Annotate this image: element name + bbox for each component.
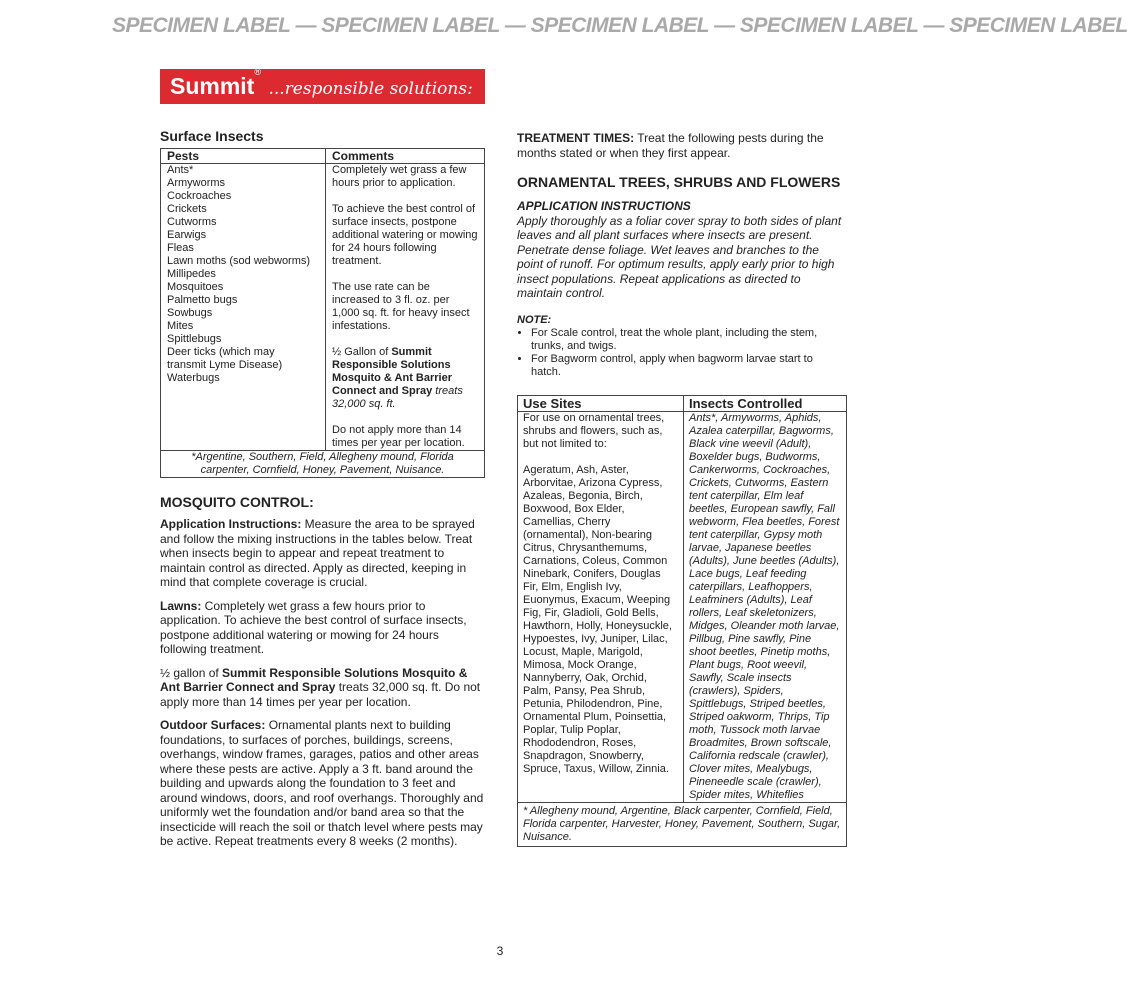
comment-text: To achieve the best control of surface insects, postpone additional watering or mowing for 24 hours following treatment.: [332, 203, 478, 267]
mosquito-application-paragraph: Application Instructions: Measure the area to be sprayed and follow the mixing instructions in the tables below. Treat when insects begin to appear and repeat treatment to maintain control as directed. Apply as directed, keeping in mind that complete coverage is crucial.: [160, 517, 475, 589]
pest-item: Mosquitoes: [167, 281, 224, 293]
comment-product-coverage: ½ Gallon of Summit Responsible Solutions Mosquito & Ant Barrier Connect and Spray treats 32,000 sq. ft.: [332, 346, 463, 410]
surface-insects-heading: Surface Insects: [160, 128, 264, 144]
insects-controlled-cell: Ants*, Armyworms, Aphids, Azalea caterpillar, Bagworms, Black vine weevil (Adult), Boxelder bugs, Budworms, Cankerworms, Cockroaches, Crickets, Cutworms, Eastern tent caterpillar, Elm leaf beetles, European sawfly, Fall webworm, Flea beetles, Forest tent caterpillar, Gypsy moth larvae, Japanese beetles (Adults), June beetles (Adults), Lace bugs, Leaf feeding caterpillars, Leafhoppers, Leafminers (Adults), Leaf rollers, Leaf skeletonizers, Midges, Oleander moth larvae, Pillbug, Pine sawfly, Pine shoot beetles, Pinetip moths, Plant bugs, Root weevil, Sawfly, Scale insects (crawlers), Spiders, Spittlebugs, Striped beetles, Striped oakworm, Thrips, Tip moth, Tussock moth larvae Broadmites, Brown softscale, California redscale (crawler), Clover mites, Mealybugs, Pineneedle scale (crawler), Spider mites, Whiteflies: [684, 412, 847, 803]
use-sites-footnote: * Allegheny mound, Argentine, Black carpenter, Cornfield, Field, Florida carpenter, Harvester, Honey, Pavement, Southern, Sugar, Nuisance.: [518, 803, 847, 847]
logo-registered-mark: ®: [254, 67, 261, 77]
use-sites-cell: [518, 412, 684, 803]
note-item: • For Scale control, treat the whole plant, including the stem, trunks, and twigs.: [531, 327, 845, 353]
insects-controlled-column-header: Insects Controlled: [684, 396, 847, 412]
use-sites-column-header: Use Sites: [518, 396, 684, 412]
pest-item: Waterbugs: [167, 372, 220, 384]
mosquito-outdoor-paragraph: Outdoor Surfaces: Ornamental plants next to building foundations, to surfaces of porches, buildings, screens, overhangs, window frames, garages, patios and other areas where these pests are active. Apply a 3 ft. band around the building and upwards along the foundation to 3 feet and around windows, doors, and roof overhangs. Thoroughly and uniformly wet the foundation and/or band area so that the insecticide will reach the soil or thatch level where pests may be active. Repeat treatments every 8 weeks (2 months).: [160, 718, 484, 848]
comment-text: Do not apply more than 14 times per year per location.: [332, 424, 465, 449]
pest-item: Cockroaches: [167, 190, 232, 202]
treatment-times-paragraph: TREATMENT TIMES: Treat the following pests during the months stated or when they first appear.: [517, 131, 824, 160]
pests-column-header: Pests: [161, 149, 326, 164]
pest-item: Millipedes: [167, 268, 216, 280]
pest-item: Sowbugs: [167, 307, 213, 319]
pest-item: Spittlebugs: [167, 333, 222, 345]
comments-cell: [326, 164, 485, 451]
notes-list: [517, 327, 845, 379]
use-sites-list: Ageratum, Ash, Aster, Arborvitae, Arizona Cypress, Azaleas, Begonia, Birch, Boxwood, Box Elder, Camellias, Cherry (ornamental), Non-bearing Citrus, Chrysanthemums, Carnations, Coleus, Common Ninebark, Conifers, Douglas Fir, Elm, English Ivy, Euonymus, Exacum, Weeping Fig, Fir, Gladioli, Gold Bells, Hawthorn, Holly, Honeysuckle, Hypoestes, Ivy, Juniper, Lilac, Locust, Maple, Marigold, Mimosa, Mock Orange, Nannyberry, Oak, Orchid, Palm, Pansy, Pea Shrub, Petunia, Philodendron, Pine, Ornamental Plum, Poinsettia, Poplar, Tulip Poplar, Rhododendron, Roses, Snapdragon, Snowberry, Spruce, Taxus, Willow, Zinnia.: [523, 464, 672, 775]
use-sites-table: [517, 395, 847, 847]
pest-item: Earwigs: [167, 229, 207, 241]
note-item: • For Bagworm control, apply when bagworm larvae start to hatch.: [531, 353, 845, 379]
logo-brand: Summit: [170, 73, 255, 99]
pest-item: Lawn moths (sod webworms): [167, 255, 311, 267]
pest-item: Cutworms: [167, 216, 217, 228]
pest-item: transmit Lyme Disease): [167, 359, 283, 371]
ornamental-heading: ORNAMENTAL TREES, SHRUBS AND FLOWERS: [517, 174, 841, 190]
ornamental-app-text: Apply thoroughly as a foliar cover spray to both sides of plant leaves and all plant surfaces where insects are present. Penetrate dense foliage. Wet leaves and branches to the point of runoff. For optimum results, apply early prior to high insect populations. Repeat applications as directed to maintain control.: [517, 213, 842, 300]
pest-item: Palmetto bugs: [167, 294, 238, 306]
specimen-label-banner: SPECIMEN LABEL — SPECIMEN LABEL — SPECIMEN LABEL — SPECIMEN LABEL — SPECIMEN LABEL: [112, 14, 1128, 37]
surface-insects-footnote: *Argentine, Southern, Field, Allegheny mound, Florida carpenter, Cornfield, Honey, Pavement, Nuisance.: [161, 451, 485, 478]
left-column: [160, 128, 485, 849]
mosquito-control-heading: MOSQUITO CONTROL:: [160, 494, 314, 510]
mosquito-lawns-paragraph: Lawns: Completely wet grass a few hours prior to application. To achieve the best control of surface insects, postpone additional watering or mowing for 24 hours following treatment.: [160, 598, 467, 656]
surface-insects-table: [160, 148, 485, 478]
note-label: NOTE:: [517, 313, 552, 326]
comment-text: Completely wet grass a few hours prior to application.: [332, 164, 467, 189]
use-sites-intro: For use on ornamental trees, shrubs and flowers, such as, but not limited to:: [523, 412, 665, 450]
pest-item: Fleas: [167, 242, 194, 254]
right-column: [517, 128, 845, 847]
logo-tagline: ...responsible solutions:: [268, 79, 473, 99]
pest-item: Crickets: [167, 203, 207, 215]
comments-column-header: Comments: [326, 149, 485, 164]
summit-logo: [160, 69, 485, 104]
ornamental-app-heading: APPLICATION INSTRUCTIONS: [517, 199, 691, 213]
pest-item: Deer ticks (which may: [167, 346, 275, 358]
pest-item: Armyworms: [167, 177, 226, 189]
comment-text: The use rate can be increased to 3 fl. oz. per 1,000 sq. ft. for heavy insect infestations.: [332, 281, 470, 332]
pest-item: Ants*: [167, 164, 194, 176]
pests-cell: [161, 164, 326, 451]
pest-item: Mites: [167, 320, 194, 332]
mosquito-coverage-paragraph: ½ gallon of Summit Responsible Solutions Mosquito & Ant Barrier Connect and Spray treats 32,000 sq. ft. Do not apply more than 14 times per year per location.: [160, 665, 481, 709]
page-number: 3: [496, 944, 504, 958]
